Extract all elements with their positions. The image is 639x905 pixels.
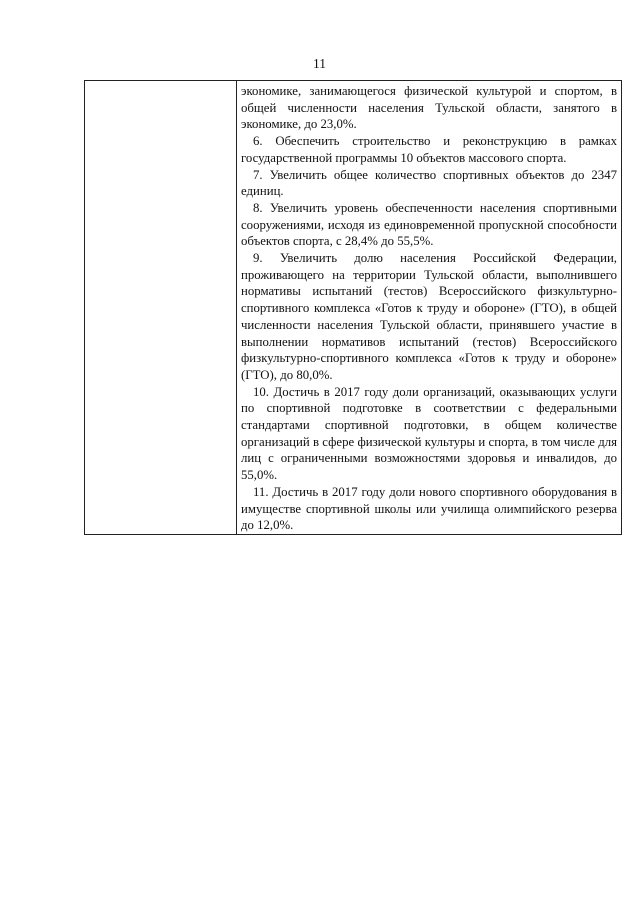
paragraph-item-6: 6. Обеспечить строительство и реконструкцию в рамках государственной программы 10 объектов массового спорта. [241,134,617,165]
table-cell-empty [85,81,237,535]
table-row [85,81,622,535]
paragraph-item-7: 7. Увеличить общее количество спортивных объектов до 2347 единиц. [241,167,617,199]
paragraph-item-9: 9. Увеличить долю населения Российской Федерации, проживающего на территории Тульской области, выполнившего нормативы испытаний (тестов) Всероссийского физкультурно-спортивного комплекса «Готов к труду и обороне» (ГТО), в общей численности населения Тульской области, принявшего участие в выполнении нормативов испытаний (тестов) Всероссийского физкультурно-спортивного комплекса «Готов к труду и обороне» (ГТО), до 80,0%. [241,251,617,382]
page-number: 11 [313,56,326,71]
table-cell-indicators [237,81,622,535]
indicators-table [84,80,622,535]
paragraph-continuation: экономике, занимающегося физической культурой и спортом, в общей численности населения Тульской области, занятого в экономике, до 23,0%. [241,84,617,132]
paragraph-item-11: 11. Достичь в 2017 году доли нового спортивного оборудования в имуществе спортивной школы или училища олимпийского резерва до 12,0%. [241,484,617,533]
paragraph-item-8: 8. Увеличить уровень обеспеченности населения спортивными сооружениями, исходя из единовременной пропускной способности объектов спорта, с 28,4% до 55,5%. [241,200,617,249]
paragraph-item-10: 10. Достичь в 2017 году доли организаций, оказывающих услуги по спортивной подготовке в соответствии с федеральными стандартами спортивной подготовки, в общем количестве организаций в сфере физической культуры и спорта, в том числе для лиц с ограниченными возможностями здоровья и инвалидов, до 55,0%. [241,384,617,483]
